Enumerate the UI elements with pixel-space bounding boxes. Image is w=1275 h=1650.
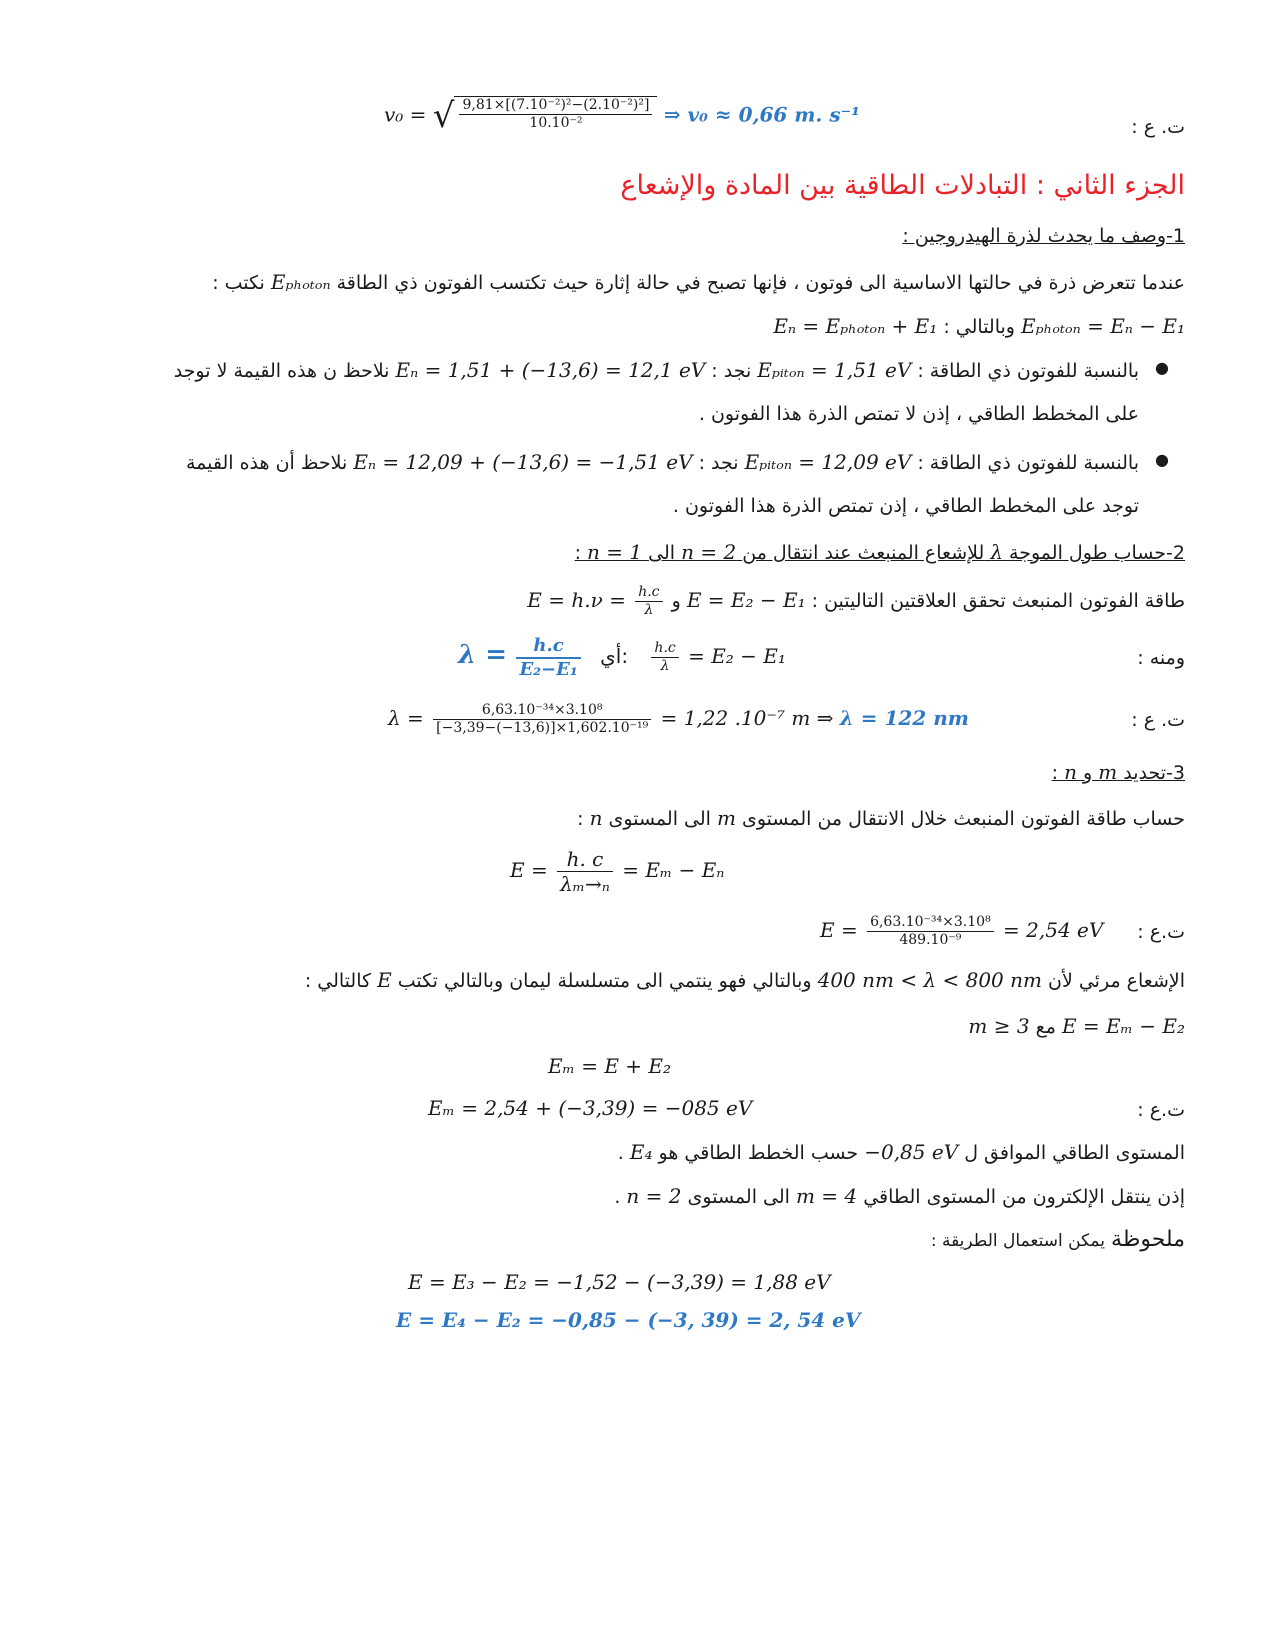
s3-eq1-lhs: E = — [510, 858, 548, 882]
s3-eq2-fraction — [867, 914, 994, 949]
s3-l8-a: المستوى الطاقي الموافق ل — [964, 1142, 1185, 1164]
intro-var: Eₚₕₒₜₒₙ — [270, 270, 331, 294]
s2-l1-eq1: E = E₂ − E₁ — [686, 588, 806, 612]
s3-l9-m: m = 4 — [795, 1184, 858, 1208]
note-title: ملحوظة — [1111, 1227, 1185, 1252]
part2-title: الجزء الثاني : التبادلات الطاقية بين المادة والإشعاع — [620, 170, 1185, 201]
s2-heading-end: : — [574, 542, 581, 564]
s3-eq1 — [510, 842, 724, 898]
s3-l1-b: الى المستوى — [608, 808, 711, 830]
s2-l3-fraction — [433, 702, 651, 737]
v0-result: ⇒ v₀ ≈ 0,66 m. s⁻¹ — [663, 102, 860, 127]
section1-equations — [773, 312, 1185, 341]
section2-line1 — [527, 576, 1185, 625]
b1-find: نجد : — [711, 360, 752, 382]
s3-l9-a: إذن ينتقل الإلكترون من المستوى الطاقي — [863, 1186, 1185, 1208]
s2-l1-eq2-lhs: E = h.ν = — [527, 588, 626, 612]
lambda-result-den: E₂−E₁ — [519, 658, 578, 680]
section3-line5 — [968, 1012, 1185, 1041]
s2-heading-n1: n = 1 — [587, 540, 643, 564]
note-text: يمكن استعمال الطريقة : — [930, 1231, 1105, 1251]
b1-eq: Eₙ = 1,51 + (−13,6) = 12,1 eV — [395, 358, 706, 382]
s2-heading-to: الى — [648, 542, 676, 564]
hc-num: h.c — [635, 584, 662, 602]
s3-l9-n: n = 2 — [626, 1184, 682, 1208]
s3-l1-m: m — [716, 806, 736, 830]
section2-heading — [575, 538, 1185, 567]
result-label-3: ت.ع : — [1137, 921, 1185, 943]
intro-text: عندما تتعرض ذرة في حالتها الاساسية الى فوتون ، فإنها تصبح في حالة إثارة حيث تكتسب الفوتون ذي الطاقة — [336, 272, 1185, 294]
s3-l1-a: حساب طاقة الفوتون المنبعث خلال الانتقال من المستوى — [741, 808, 1185, 830]
s2-l1-and: و — [671, 590, 681, 612]
note-eq1: E = E₃ − E₂ = −1,52 − (−3,39) = 1,88 eV — [408, 1270, 831, 1294]
bullet-2-line1 — [186, 448, 1139, 477]
intro-end: نكتب : — [212, 272, 265, 294]
s3-eq-em-value: Eₘ = 2,54 + (−3,39) = −085 eV — [428, 1096, 753, 1120]
s3-heading-m: m — [1098, 760, 1118, 784]
s3-l8-E4: E₄ — [629, 1140, 653, 1164]
s3-heading-n: n — [1064, 760, 1077, 784]
eq-level-energy: Eₙ = Eₚₕₒₜₒₙ + E₁ — [773, 314, 938, 338]
bullet-1-line2: على المخطط الطاقي ، إذن لا تمتص الذرة هذا الفوتون . — [698, 403, 1139, 425]
b1-pre: بالنسبة للفوتون ذي الطاقة : — [917, 360, 1139, 382]
v0-equation — [384, 96, 860, 136]
s2-l2-rhs: = E₂ − E₁ — [688, 644, 786, 668]
s3-l5-cond: m ≥ 3 — [968, 1014, 1030, 1038]
b2-val: Eₚᵢₜₒₙ = 12,09 eV — [744, 450, 912, 474]
s2-l3-num: 6,63.10⁻³⁴×3.10⁸ — [433, 702, 651, 720]
note-eq2: E = E₄ − E₂ = −0,85 − (−3, 39) = 2, 54 eV — [396, 1308, 861, 1332]
eq-then: وبالتالي : — [943, 316, 1015, 338]
s3-eq2-num: 6,63.10⁻³⁴×3.10⁸ — [867, 914, 994, 932]
s3-heading-and: و — [1083, 762, 1093, 784]
s3-l9-end: . — [614, 1186, 621, 1208]
lambda-result-num: h.c — [516, 635, 580, 659]
s2-heading-lambda: λ — [990, 540, 1003, 564]
s3-eq1-den: λₘ→ₙ — [560, 872, 610, 896]
s2-l3-lhs: λ = — [388, 706, 424, 730]
eq-photon-energy: Eₚₕₒₜₒₙ = Eₙ − E₁ — [1021, 314, 1185, 338]
s3-l8-val: −0,85 eV — [864, 1140, 959, 1164]
s2-heading-b: للإشعاع المنبعث عند انتقال من — [742, 542, 985, 564]
s3-l5-with: مع — [1035, 1016, 1056, 1038]
hc-over-lambda-2 — [651, 640, 678, 675]
s3-l8-end: . — [617, 1142, 624, 1164]
s3-l4-a: الإشعاع مرئي لأن — [1048, 970, 1185, 992]
b2-pre: بالنسبة للفوتون ذي الطاقة : — [917, 452, 1139, 474]
s3-l8-b: حسب الخطط الطاقي هو — [658, 1142, 859, 1164]
s2-heading-n2: n = 2 — [681, 540, 737, 564]
s3-l9-b: الى المستوى — [687, 1186, 790, 1208]
result-label-4: ت.ع : — [1137, 1099, 1185, 1121]
lambda-den-2: λ — [660, 658, 670, 674]
sqrt-sign: √ $\frac{\text{9,81×[(7.10⁻²)²−(2.10⁻²)²]}}{\text{10.10⁻²}}$ — [433, 96, 658, 136]
section3-heading — [1052, 758, 1185, 787]
result-label: ت. ع : — [1131, 116, 1185, 138]
bullet-2-line2: توجد على المخطط الطاقي ، إذن تمتص الذرة هذا الفوتون . — [672, 495, 1139, 517]
s3-eq1-rhs: = Eₘ − Eₙ — [622, 858, 725, 882]
s3-eq2-lhs: E = — [820, 918, 858, 942]
v0-numerator: 9,81×[(7.10⁻²)²−(2.10⁻²)²] — [459, 97, 652, 115]
s3-eq-em: Eₘ = E + E₂ — [548, 1054, 672, 1078]
b2-post: نلاحظ أن هذه القيمة — [185, 452, 348, 474]
s3-l1-end: : — [577, 808, 584, 830]
hc-num-2: h.c — [651, 640, 678, 658]
s2-ie: أي: — [600, 644, 629, 668]
section3-line8 — [618, 1138, 1185, 1167]
section3-line4 — [305, 966, 1185, 995]
section2-then-label: ومنه : — [1137, 647, 1185, 669]
s3-eq1-num: h. c — [557, 847, 613, 872]
s2-l3-result: λ = 122 nm — [839, 706, 969, 730]
lambda-result-fraction — [516, 635, 580, 681]
lambda-result-lhs: λ = — [458, 640, 508, 670]
s3-eq1-fraction — [557, 847, 613, 896]
section2-line2 — [458, 626, 786, 685]
v0-lhs: v₀ = — [384, 102, 427, 127]
result-label-2: ت. ع : — [1131, 709, 1185, 731]
v0-denominator: 10.10⁻² — [529, 115, 583, 131]
section3-line9 — [614, 1182, 1185, 1211]
s3-heading-end: : — [1051, 762, 1059, 784]
s3-eq2-den: 489.10⁻⁹ — [899, 932, 962, 948]
b1-post: نلاحظ ن هذه القيمة لا توجد — [173, 360, 390, 382]
bullet-1-line1 — [174, 356, 1139, 385]
section1-intro — [212, 268, 1185, 297]
b1-val: Eₚᵢₜₒₙ = 1,51 eV — [757, 358, 912, 382]
s3-heading-a: 3-تحديد — [1123, 762, 1185, 784]
bullet-2-icon: ● — [1155, 450, 1169, 469]
s3-l4-b: وبالتالي فهو ينتمي الى متسلسلة ليمان وبالتالي تكتب — [397, 970, 812, 992]
s2-l1-text: طاقة الفوتون المنبعث تحقق العلاقتين التاليتين : — [811, 590, 1185, 612]
s2-l3-den: [−3,39−(−13,6)]×1,602.10⁻¹⁹ — [436, 720, 649, 736]
section1-heading: 1-وصف ما يحدث لذرة الهيدروجين : — [902, 225, 1185, 247]
s2-heading-a: 2-حساب طول الموجة — [1009, 542, 1185, 564]
s3-l4-c: كالتالي : — [304, 970, 372, 992]
b2-eq: Eₙ = 12,09 + (−13,6) = −1,51 eV — [353, 450, 693, 474]
section2-line3 — [388, 692, 969, 744]
s3-eq2 — [820, 904, 1103, 956]
note-line — [931, 1226, 1185, 1255]
s3-l1-n: n — [589, 806, 603, 830]
section3-line1 — [577, 804, 1185, 833]
s3-eq2-rhs: = 2,54 eV — [1003, 918, 1104, 942]
s2-l3-mid: = 1,22 .10⁻⁷ m ⇒ — [660, 706, 834, 730]
v0-fraction — [459, 97, 652, 132]
s3-l5-eq: E = Eₘ − E₂ — [1061, 1014, 1185, 1038]
bullet-1-icon: ● — [1155, 358, 1169, 377]
s3-l4-range: 400 nm < λ < 800 nm — [817, 968, 1042, 992]
s3-l4-E: E — [377, 968, 392, 992]
s2-l1-eq2 — [527, 584, 665, 618]
b2-find: نجد : — [698, 452, 739, 474]
hc-over-lambda — [635, 584, 662, 619]
lambda-den: λ — [644, 602, 654, 618]
